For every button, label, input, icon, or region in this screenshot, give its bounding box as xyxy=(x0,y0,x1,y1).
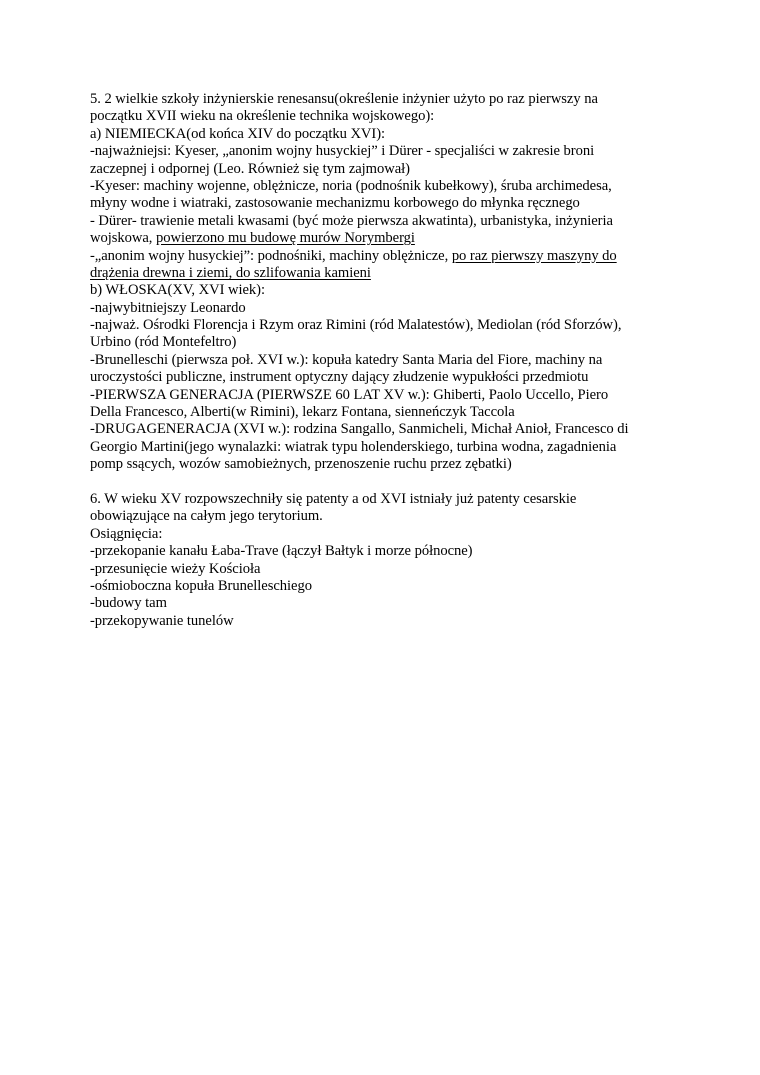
text-line: Georgio Martini(jego wynalazki: wiatrak typu holenderskiego, turbina wodna, zagadnienia xyxy=(90,438,617,455)
text-line: -przesunięcie wieży Kościoła xyxy=(90,560,261,577)
underlined-text: drążenia drewna i ziemi, do szlifowania kamieni xyxy=(90,264,371,281)
section-6 xyxy=(90,491,670,630)
text-line: -ośmioboczna kopuła Brunelleschiego xyxy=(90,577,312,594)
text-line: 6. W wieku XV rozpowszechniły się patenty a od XVI istniały już patenty cesarskie xyxy=(90,490,577,507)
text-line: obowiązujące na całym jego terytorium. xyxy=(90,508,323,525)
section-5 xyxy=(90,91,670,474)
paragraph-gap xyxy=(90,474,670,491)
text-line: -przekopanie kanału Łaba-Trave (łączył Bałtyk i morze północne) xyxy=(90,543,473,560)
text-line: b) WŁOSKA(XV, XVI wiek): xyxy=(90,282,265,299)
text-line: uroczystości publiczne, instrument optyczny dający złudzenie wypukłości przedmiotu xyxy=(90,369,589,386)
text-line: -Brunelleschi (pierwsza poł. XVI w.): kopuła katedry Santa Maria del Fiore, machiny na xyxy=(90,351,603,368)
text-line: a) NIEMIECKA(od końca XIV do początku XVI): xyxy=(90,125,386,142)
text-line: -Kyeser: machiny wojenne, oblężnicze, noria (podnośnik kubełkowy), śruba archimedesa, xyxy=(90,177,612,194)
text-line: -przekopywanie tunelów xyxy=(90,612,234,629)
text-line: Osiągnięcia: xyxy=(90,525,163,542)
text-line: pomp ssących, wozów samobieżnych, przenoszenie ruchu przez zębatki) xyxy=(90,456,512,473)
text-line: -budowy tam xyxy=(90,595,167,612)
text-line: 5. 2 wielkie szkoły inżynierskie renesansu(określenie inżynier użyto po raz pierwszy na xyxy=(90,91,598,107)
document-body xyxy=(90,91,670,630)
text-segment: wojskowa, xyxy=(90,230,156,247)
underlined-text: powierzono mu budowę murów Norymbergi xyxy=(155,230,415,247)
text-line xyxy=(90,230,670,247)
text-line: Della Francesco, Alberti(w Rimini), lekarz Fontana, sienneńczyk Taccola xyxy=(90,404,515,421)
text-line: -PIERWSZA GENERACJA (PIERWSZE 60 LAT XV w.): Ghiberti, Paolo Uccello, Piero xyxy=(90,386,609,403)
text-line: Urbino (ród Montefeltro) xyxy=(90,334,237,351)
text-segment: -„anonim wojny husyckiej”: podnośniki, machiny oblężnicze, xyxy=(90,247,452,264)
text-line: -najwybitniejszy Leonardo xyxy=(90,299,246,316)
text-line: młyny wodne i wiatraki, zastosowanie mechanizmu korbowego do młynka ręcznego xyxy=(90,195,580,212)
text-line xyxy=(90,265,670,282)
text-line: zaczepnej i odpornej (Leo. Również się tym zajmował) xyxy=(90,160,410,177)
underlined-text: po raz pierwszy maszyny do xyxy=(451,247,617,264)
text-line xyxy=(90,248,670,265)
text-line: - Dürer- trawienie metali kwasami (być może pierwsza akwatinta), urbanistyka, inżynieria xyxy=(90,212,613,229)
text-line: -DRUGAGENERACJA (XVI w.): rodzina Sangallo, Sanmicheli, Michał Anioł, Francesco di xyxy=(90,421,629,438)
text-line: -najważniejsi: Kyeser, „anonim wojny husyckiej” i Dürer - specjaliści w zakresie broni xyxy=(90,143,595,160)
text-line: -najważ. Ośrodki Florencja i Rzym oraz Rimini (ród Malatestów), Mediolan (ród Sforzów), xyxy=(90,317,622,334)
text-line: początku XVII wieku na określenie technika wojskowego): xyxy=(90,108,435,125)
